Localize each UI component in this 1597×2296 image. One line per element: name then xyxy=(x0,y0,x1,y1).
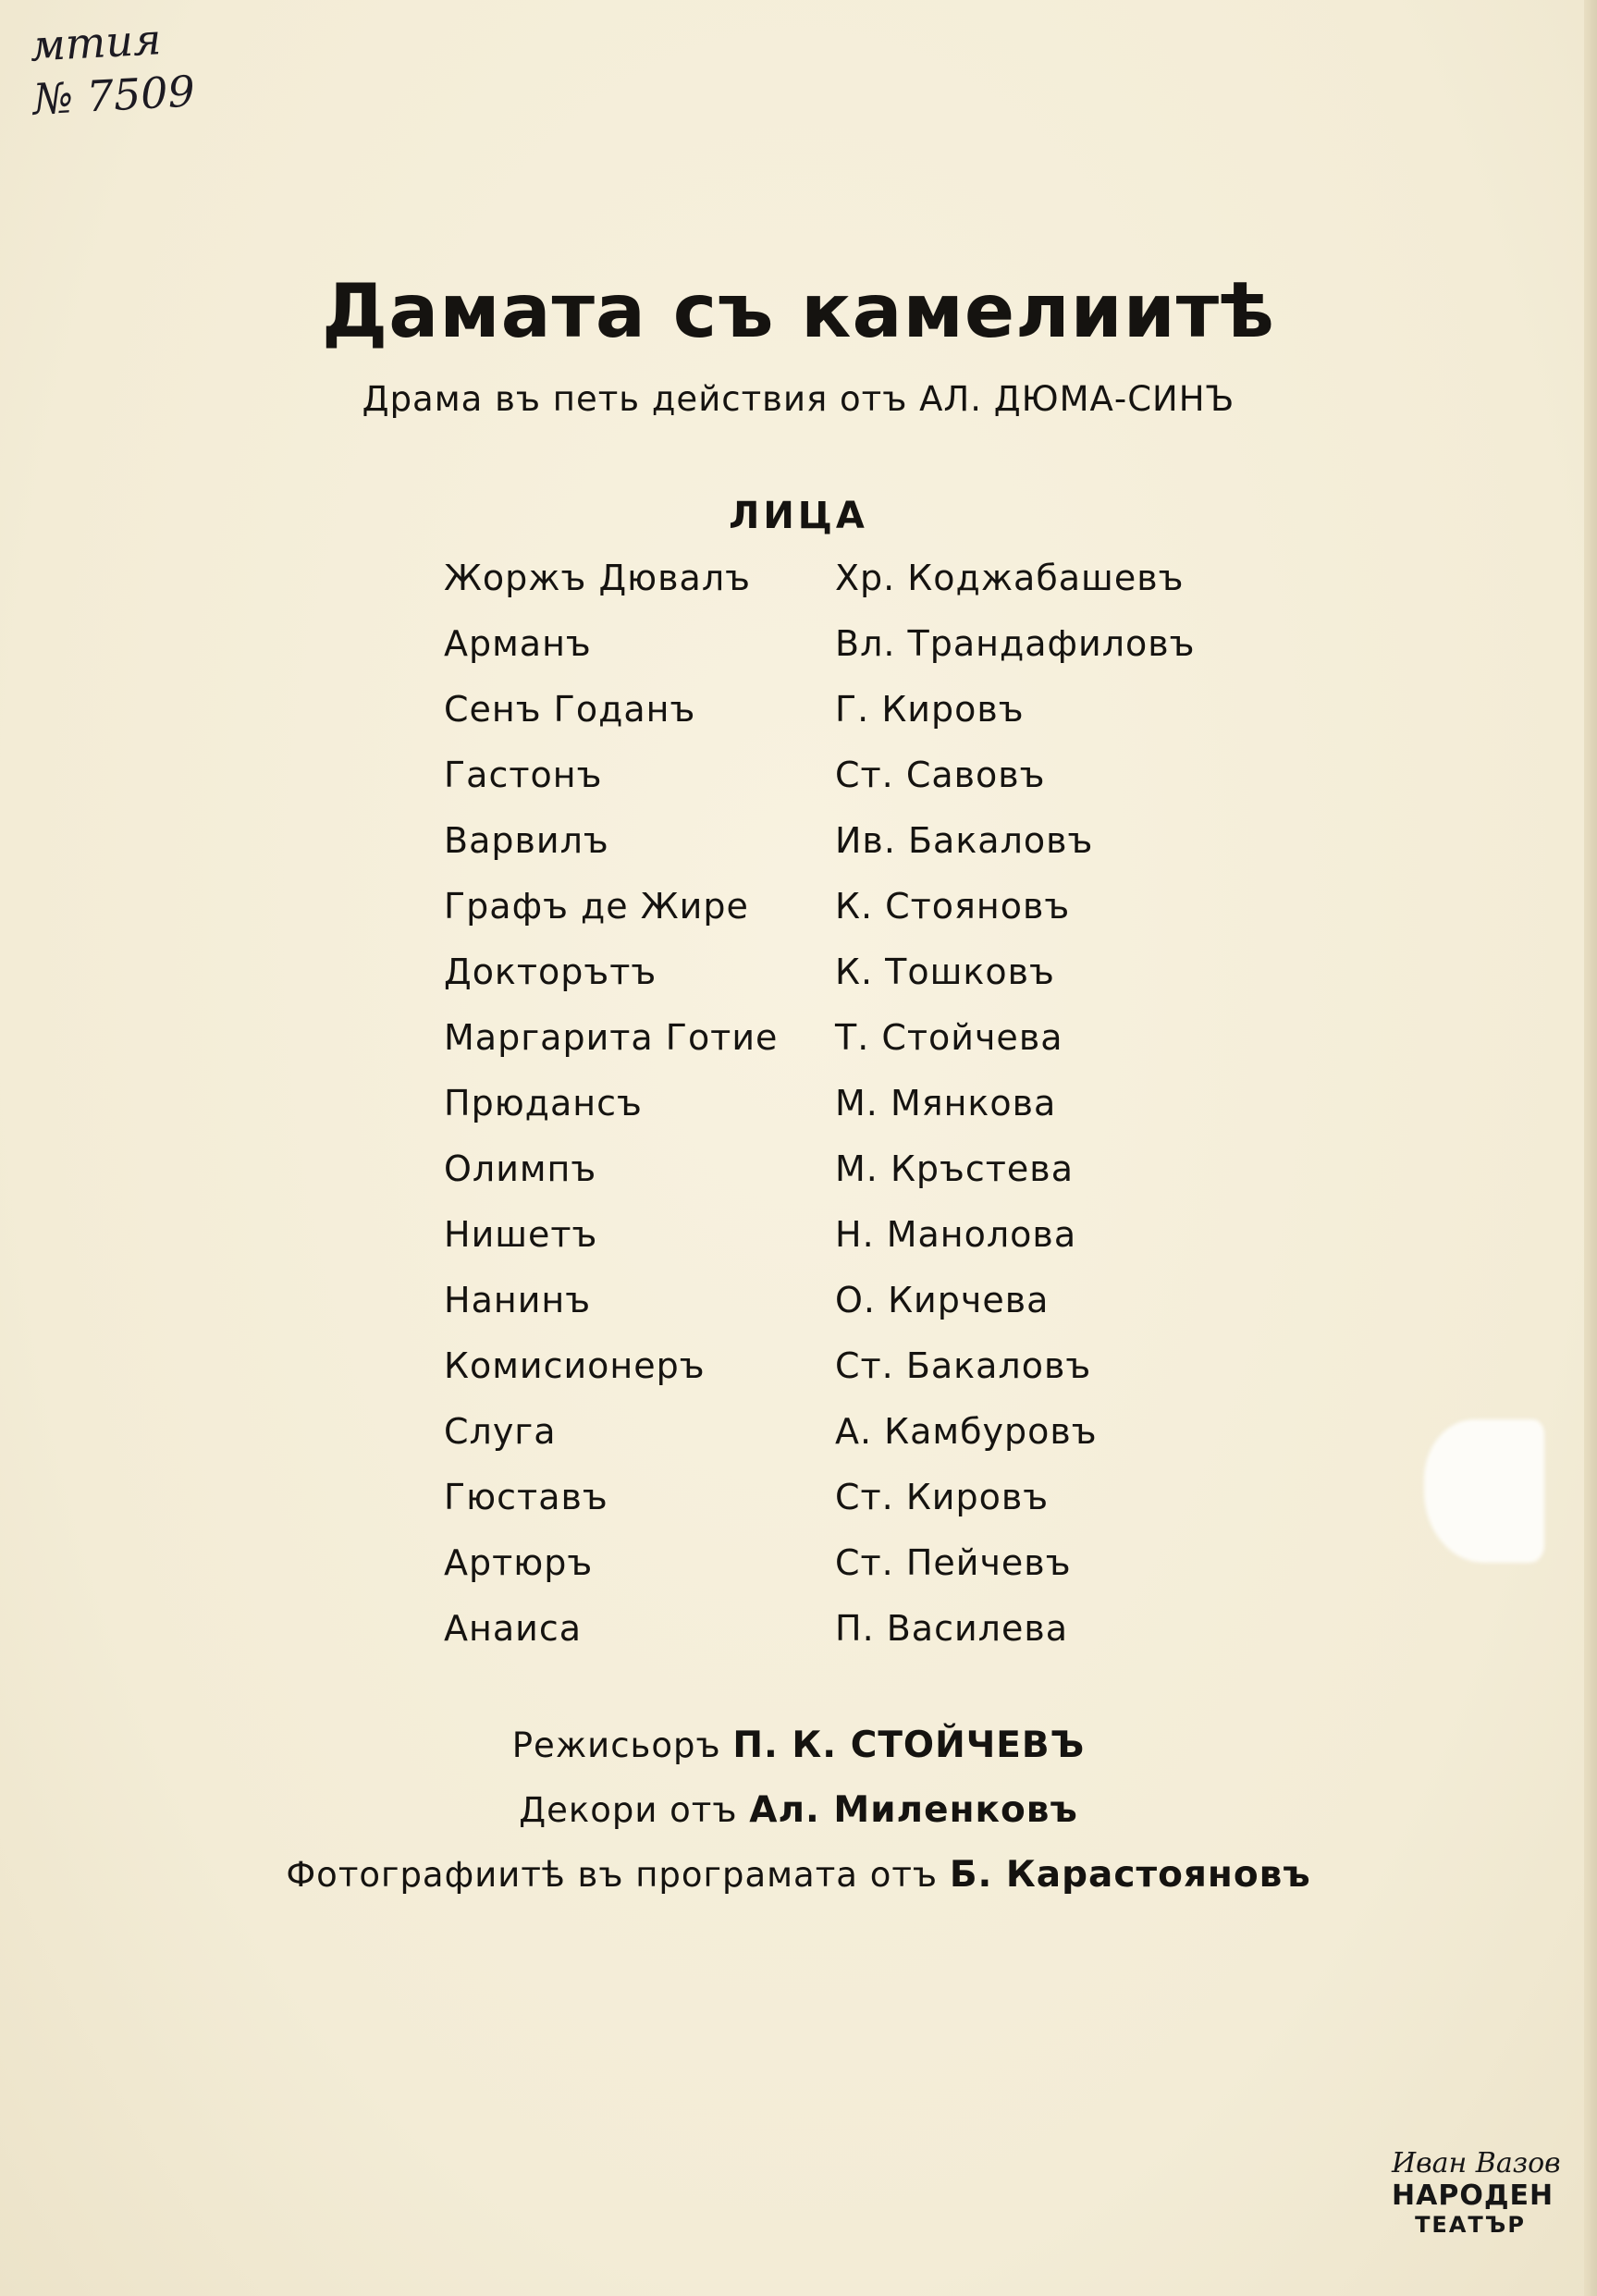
paper-tear xyxy=(1424,1419,1544,1563)
cast-actor: Ст. Савовъ xyxy=(835,755,1046,795)
cast-actor: Ст. Бакаловъ xyxy=(835,1345,1092,1386)
cast-actor: К. Тошковъ xyxy=(835,952,1055,992)
cast-role: Олимпъ xyxy=(444,1148,597,1189)
cast-actor: Вл. Трандафиловъ xyxy=(835,623,1196,664)
cast-row xyxy=(444,558,1276,623)
director-label: Режисьоръ xyxy=(511,1725,721,1765)
sets-name: Ал. Миленковъ xyxy=(749,1789,1078,1831)
cast-row xyxy=(444,1280,1276,1345)
cast-role: Сенъ Годанъ xyxy=(444,689,696,730)
cast-actor: К. Стояновъ xyxy=(835,886,1071,927)
archive-note-line-1: мтия xyxy=(29,14,163,71)
sets-label: Декори отъ xyxy=(519,1790,738,1830)
cast-row xyxy=(444,623,1276,689)
cast-actor: Н. Манолова xyxy=(835,1214,1077,1255)
cast-row xyxy=(444,820,1276,886)
cast-row xyxy=(444,886,1276,952)
cast-role: Арманъ xyxy=(444,623,592,664)
cast-actor: А. Камбуровъ xyxy=(835,1411,1098,1452)
cast-actor: П. Василева xyxy=(835,1608,1069,1649)
cast-row xyxy=(444,1542,1276,1608)
cast-row xyxy=(444,1608,1276,1674)
play-title: Дамата съ камелиитѣ xyxy=(321,268,1276,354)
cast-actor: Ст. Кировъ xyxy=(835,1477,1050,1517)
logo-signature: Иван Вазов xyxy=(1392,2147,1561,2179)
cast-actor: Ст. Пейчевъ xyxy=(835,1542,1072,1583)
sets-credit xyxy=(0,1789,1597,1854)
cast-actor: Хр. Коджабашевъ xyxy=(835,558,1185,598)
cast-role: Артюръ xyxy=(444,1542,594,1583)
cast-row xyxy=(444,1148,1276,1214)
cast-row xyxy=(444,1477,1276,1542)
cast-actor: М. Кръстева xyxy=(835,1148,1074,1189)
cast-role: Гюставъ xyxy=(444,1477,608,1517)
cast-role: Анаиса xyxy=(444,1608,583,1649)
handwritten-archive-note xyxy=(29,10,196,126)
logo-line-2: ТЕАТЪР xyxy=(1415,2212,1526,2238)
cast-role: Варвилъ xyxy=(444,820,609,861)
director-name: П. К. СТОЙЧЕВЪ xyxy=(732,1725,1086,1766)
cast-role: Маргарита Готие xyxy=(444,1017,779,1058)
cast-role: Нанинъ xyxy=(444,1280,592,1320)
cast-row xyxy=(444,755,1276,820)
cast-row xyxy=(444,1083,1276,1148)
cast-role: Докторътъ xyxy=(444,952,657,992)
photos-label: Фотографиитѣ въ програмата отъ xyxy=(286,1855,939,1895)
cast-actor: Г. Кировъ xyxy=(835,689,1025,730)
cast-row xyxy=(444,689,1276,755)
director-credit xyxy=(0,1725,1597,1789)
cast-role: Графъ де Жире xyxy=(444,886,749,927)
photos-credit xyxy=(0,1854,1597,1919)
cast-list xyxy=(444,558,1276,1674)
credits xyxy=(0,1725,1597,1919)
cast-role: Гастонъ xyxy=(444,755,603,795)
national-theatre-logo xyxy=(1392,2147,1561,2258)
cast-role: Слуга xyxy=(444,1411,557,1452)
cast-row xyxy=(444,1411,1276,1477)
cast-role: Жоржъ Дювалъ xyxy=(444,558,751,598)
cast-role: Прюдансъ xyxy=(444,1083,643,1123)
cast-actor: М. Мянкова xyxy=(835,1083,1057,1123)
cast-row xyxy=(444,1345,1276,1411)
photos-name: Б. Карастояновъ xyxy=(949,1854,1311,1896)
archive-note-line-2: № 7509 xyxy=(31,66,197,125)
cast-row xyxy=(444,1017,1276,1083)
cast-actor: Т. Стойчева xyxy=(835,1017,1063,1058)
cast-row xyxy=(444,952,1276,1017)
cast-role: Нишетъ xyxy=(444,1214,598,1255)
play-subtitle: Драма въ петь действия отъ АЛ. ДЮМА-СИНЪ xyxy=(362,379,1235,419)
cast-row xyxy=(444,1214,1276,1280)
cast-actor: О. Кирчева xyxy=(835,1280,1050,1320)
cast-actor: Ив. Бакаловъ xyxy=(835,820,1094,861)
logo-line-1: НАРОДЕН xyxy=(1392,2179,1554,2212)
cast-role: Комисионеръ xyxy=(444,1345,706,1386)
cast-heading: ЛИЦА xyxy=(729,495,868,537)
